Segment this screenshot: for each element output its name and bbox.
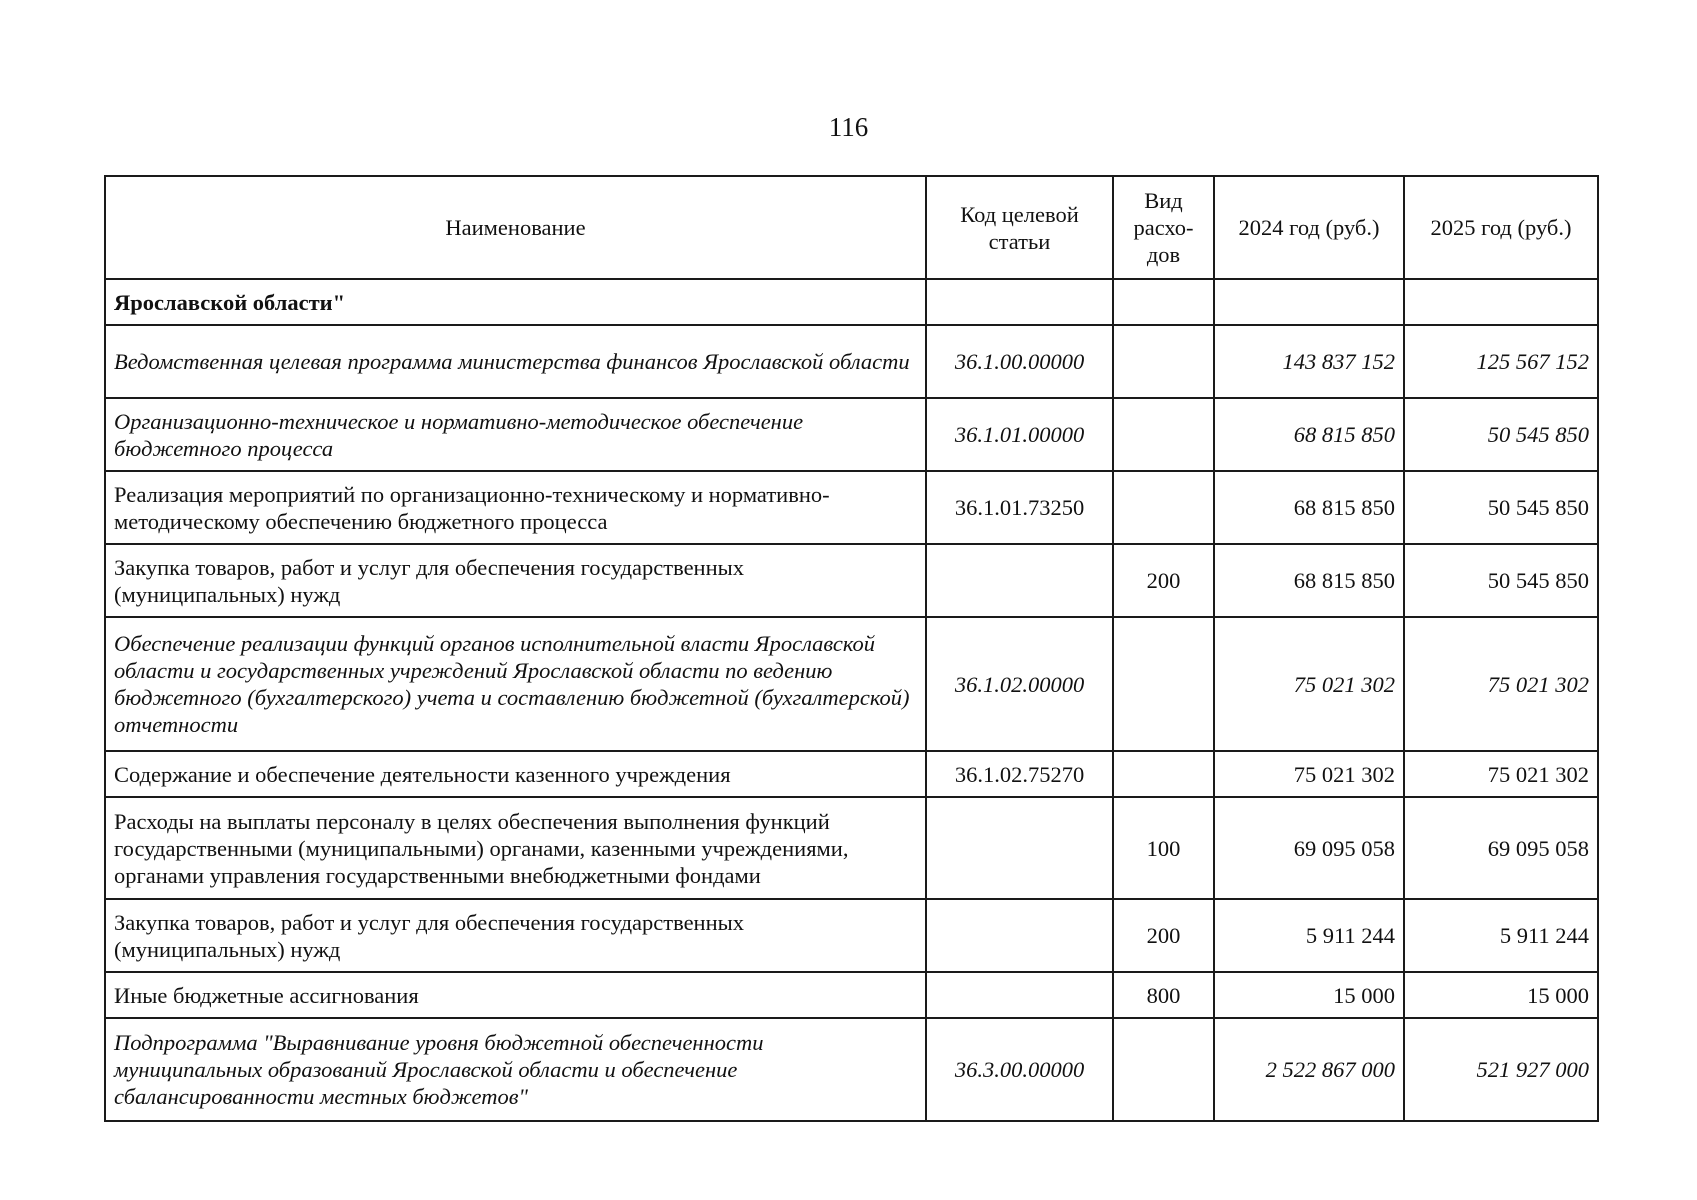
table-header [105,176,1598,279]
table-row [105,617,1598,751]
budget-table [104,175,1599,1122]
cell-vid: 200 [1113,544,1214,617]
cell-name: Закупка товаров, работ и услуг для обеспечения государственных (муниципальных) нужд [105,899,926,972]
cell-2024: 68 815 850 [1214,471,1404,544]
cell-name: Организационно-техническое и нормативно-методическое обеспечение бюджетного процесса [105,398,926,471]
cell-2025: 5 911 244 [1404,899,1598,972]
cell-2025: 50 545 850 [1404,544,1598,617]
cell-name: Ведомственная целевая программа министерства финансов Ярославской области [105,325,926,398]
table-row [105,972,1598,1018]
page-number: 116 [828,112,869,142]
table-row [105,899,1598,972]
cell-code: 36.3.00.00000 [926,1018,1113,1121]
table-row [105,797,1598,899]
table-row [105,471,1598,544]
cell-2025: 125 567 152 [1404,325,1598,398]
cell-code: 36.1.02.75270 [926,751,1113,797]
cell-vid [1113,398,1214,471]
table-body [105,279,1598,1121]
cell-2024: 75 021 302 [1214,751,1404,797]
cell-2024: 2 522 867 000 [1214,1018,1404,1121]
cell-2024: 5 911 244 [1214,899,1404,972]
cell-2024 [1214,279,1404,325]
header-vid: Вид расхо-дов [1113,176,1214,279]
table-row [105,1018,1598,1121]
cell-vid: 200 [1113,899,1214,972]
cell-2025: 521 927 000 [1404,1018,1598,1121]
cell-name: Иные бюджетные ассигнования [105,972,926,1018]
cell-vid [1113,471,1214,544]
cell-name: Содержание и обеспечение деятельности казенного учреждения [105,751,926,797]
cell-vid [1113,279,1214,325]
cell-2024: 143 837 152 [1214,325,1404,398]
cell-2024: 68 815 850 [1214,544,1404,617]
cell-name: Обеспечение реализации функций органов исполнительной власти Ярославской области и государственных учреждений Ярославской области по ведению бюджетного (бухгалтерского) учета и составлению бюджетной (бухгалтерской) отчетности [105,617,926,751]
cell-code: 36.1.02.00000 [926,617,1113,751]
cell-code: 36.1.01.00000 [926,398,1113,471]
header-2024: 2024 год (руб.) [1214,176,1404,279]
header-name: Наименование [105,176,926,279]
cell-code: 36.1.01.73250 [926,471,1113,544]
cell-vid [1113,617,1214,751]
cell-2025: 75 021 302 [1404,617,1598,751]
cell-2025: 50 545 850 [1404,471,1598,544]
cell-vid: 100 [1113,797,1214,899]
table-row [105,279,1598,325]
cell-2025: 69 095 058 [1404,797,1598,899]
cell-2024: 75 021 302 [1214,617,1404,751]
cell-code [926,279,1113,325]
cell-2025: 15 000 [1404,972,1598,1018]
table-row [105,398,1598,471]
cell-2025: 75 021 302 [1404,751,1598,797]
cell-name: Подпрограмма "Выравнивание уровня бюджетной обеспеченности муниципальных образований Ярославской области и обеспечение сбалансированности местных бюджетов" [105,1018,926,1121]
cell-vid [1113,1018,1214,1121]
cell-2024: 68 815 850 [1214,398,1404,471]
header-2025: 2025 год (руб.) [1404,176,1598,279]
cell-name: Закупка товаров, работ и услуг для обеспечения государственных (муниципальных) нужд [105,544,926,617]
cell-code [926,972,1113,1018]
cell-2025: 50 545 850 [1404,398,1598,471]
cell-name: Реализация мероприятий по организационно-техническому и нормативно-методическому обеспечению бюджетного процесса [105,471,926,544]
cell-2024: 69 095 058 [1214,797,1404,899]
cell-code [926,899,1113,972]
cell-code [926,797,1113,899]
table-row [105,751,1598,797]
cell-code [926,544,1113,617]
cell-2025 [1404,279,1598,325]
cell-name: Расходы на выплаты персоналу в целях обеспечения выполнения функций государственными (муниципальными) органами, казенными учреждениями, органами управления государственными внебюджетными фондами [105,797,926,899]
header-code: Код целевой статьи [926,176,1113,279]
cell-vid: 800 [1113,972,1214,1018]
table-row [105,325,1598,398]
cell-name: Ярославской области" [105,279,926,325]
cell-vid [1113,751,1214,797]
cell-2024: 15 000 [1214,972,1404,1018]
cell-vid [1113,325,1214,398]
table-row [105,544,1598,617]
cell-code: 36.1.00.00000 [926,325,1113,398]
